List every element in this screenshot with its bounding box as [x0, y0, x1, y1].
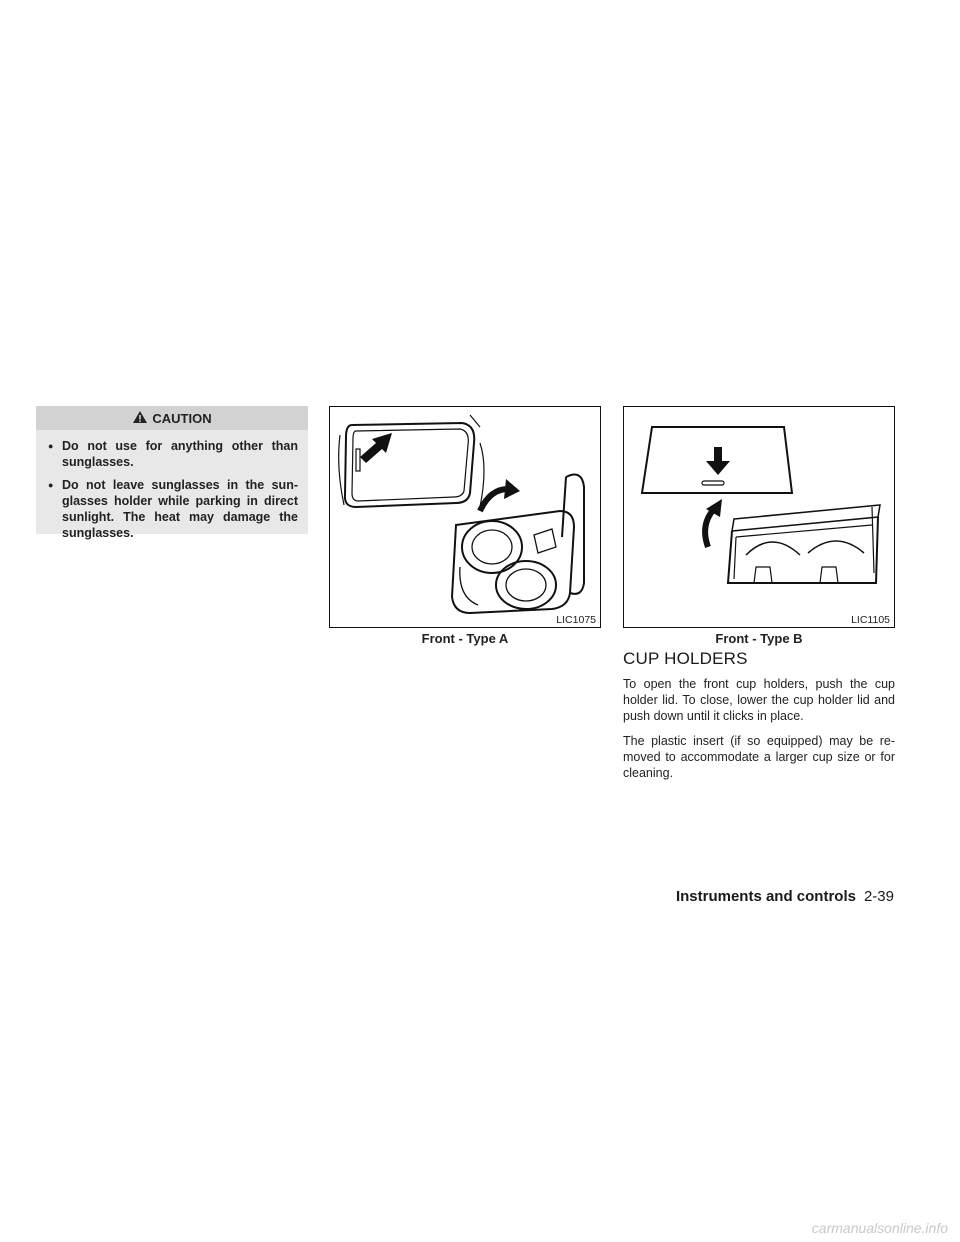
body-paragraph: The plastic insert (if so equipped) may be re-moved to accommodate a larger cup size or for cleaning.	[623, 734, 895, 780]
figure-code: LIC1105	[851, 614, 890, 626]
watermark: carmanualsonline.info	[811, 1220, 948, 1236]
figure-code: LIC1075	[556, 614, 596, 626]
warning-triangle-icon	[132, 410, 148, 427]
caution-item: ● Do not leave sunglasses in the sun-glasses holder while parking in direct sunlight. The heat may damage the sunglasses.	[48, 477, 298, 541]
figure-caption-type-a: Front - Type A	[421, 631, 509, 646]
caution-item: ● Do not use for anything other than sunglasses.	[48, 438, 298, 470]
caution-list	[36, 430, 308, 541]
figure-front-type-a	[329, 406, 601, 628]
page-footer	[676, 888, 894, 905]
caution-box	[36, 406, 308, 540]
caution-header	[36, 406, 308, 430]
figure-caption-type-b: Front - Type B	[715, 631, 803, 646]
cup-holder-type-b-illustration	[624, 407, 894, 627]
body-paragraph: To open the front cup holders, push the cup holder lid. To close, lower the cup holder lid and push down until it clicks in place.	[623, 677, 895, 723]
page-number: 2-39	[863, 888, 894, 905]
caution-title: CAUTION	[152, 410, 212, 426]
figure-front-type-b	[623, 406, 895, 628]
cup-holder-type-a-illustration	[330, 407, 600, 627]
footer-section-name: Instruments and controls	[675, 888, 856, 905]
section-title: CUP HOLDERS	[623, 649, 748, 668]
